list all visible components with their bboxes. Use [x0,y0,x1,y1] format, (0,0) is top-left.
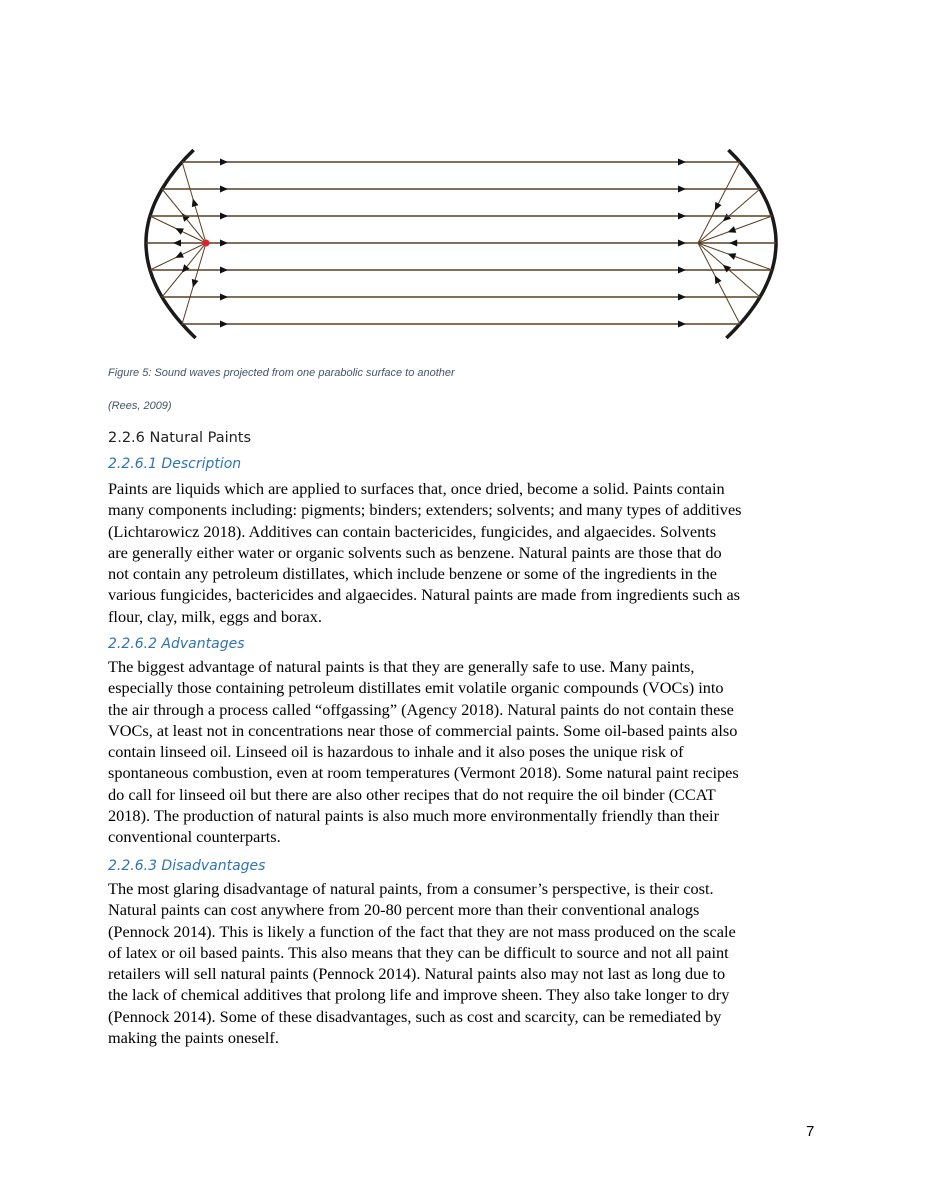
subsection-heading-disadvantages: 2.2.6.3 Disadvantages [108,858,266,874]
text-line: conventional counterparts. [108,827,281,847]
text-line: (Lichtarowicz 2018). Additives can contain bactericides, fungicides, and algaecides. Solvents [108,521,717,541]
text-line: VOCs, at least not in concentrations near those of commercial paints. Some oil-based paints also [108,720,738,740]
section-heading: 2.2.6 Natural Paints [108,430,252,446]
paragraph-description [108,478,820,627]
text-line: making the paints oneself. [108,1028,279,1048]
focus-ray-arrow-icon [192,279,199,288]
ray-arrow-icon [678,186,686,193]
ray-arrow-icon [678,321,686,328]
ray-arrow-icon [220,294,228,301]
text-line: contain linseed oil. Linseed oil is hazardous to inhale and it also poses the unique risk of [108,742,684,762]
text-line: are generally either water or organic solvents such as benzene. Natural paints are those that do [108,542,722,562]
focus-ray-arrow-icon [182,213,190,221]
subsection-heading-description: 2.2.6.1 Description [108,456,242,472]
ray-arrow-icon [678,159,686,166]
page-number: 7 [806,1123,815,1140]
text-line: do call for linseed oil but there are also other recipes that do not require the oil binder (CCAT [108,784,716,804]
ray-arrow-icon [220,267,228,274]
text-line: flour, clay, milk, eggs and borax. [108,606,322,626]
figure-caption: Figure 5: Sound waves projected from one parabolic surface to another [108,367,455,379]
text-line: various fungicides, bactericides and algaecides. Natural paints are made from ingredients such as [108,585,741,605]
text-line: not contain any petroleum distillates, which include benzene or some of the ingredients in the [108,564,718,584]
text-line: the air through a process called “offgassing” (Agency 2018). Natural paints do not contain these [108,699,734,719]
ray-arrow-icon [220,213,228,220]
figure-source: (Rees, 2009) [108,400,172,412]
text-line: especially those containing petroleum distillates emit volatile organic compounds (VOCs) into [108,678,724,698]
text-line: (Pennock 2014). Some of these disadvantages, such as cost and scarcity, can be remediated by [108,1006,722,1026]
parabolic-reflector-figure [100,140,820,360]
ray-arrow-icon [678,240,686,247]
ray-arrow-icon [220,240,228,247]
text-line: Natural paints can cost anywhere from 20-80 percent more than their conventional analogs [108,900,700,920]
focus-ray-arrow-icon [728,253,737,260]
text-line: spontaneous combustion, even at room temperatures (Vermont 2018). Some natural paint recipes [108,763,739,783]
focus-ray-arrow-icon [728,226,737,233]
text-line: The biggest advantage of natural paints is that they are generally safe to use. Many paints, [108,657,695,676]
focus-ray-arrow-icon [729,240,737,247]
ray-arrow-icon [678,267,686,274]
text-line: of latex or oil based paints. This also means that they can be difficult to source and not all paint [108,942,729,962]
subsection-heading-advantages: 2.2.6.2 Advantages [108,636,245,652]
text-line: many components including: pigments; binders; extenders; solvents; and many types of additives [108,500,742,520]
paragraph-advantages [108,656,820,848]
text-line: Paints are liquids which are applied to surfaces that, once dried, become a solid. Paints contain [108,479,725,498]
text-line: retailers will sell natural paints (Pennock 2014). Natural paints also may not last as long due to [108,964,726,984]
ray-arrow-icon [220,186,228,193]
paragraph-disadvantages [108,878,820,1048]
sound-source-dot [203,240,210,247]
ray-arrow-icon [678,213,686,220]
focus-ray-arrow-icon [173,240,181,247]
focus-ray-arrow-icon [192,198,199,207]
left-parabolic-mirror [146,150,196,338]
text-line: The most glaring disadvantage of natural paints, from a consumer’s perspective, is their cost. [108,879,714,898]
text-line: (Pennock 2014). This is likely a function of the fact that they are not mass produced on the scale [108,921,736,941]
ray-arrow-icon [220,159,228,166]
ray-arrow-icon [678,294,686,301]
ray-arrow-icon [220,321,228,328]
focus-ray-arrow-icon [182,264,190,272]
text-line: 2018). The production of natural paints is also much more environmentally friendly than their [108,806,719,826]
text-line: the lack of chemical additives that prolong life and improve sheen. They also take longer to dry [108,985,730,1005]
